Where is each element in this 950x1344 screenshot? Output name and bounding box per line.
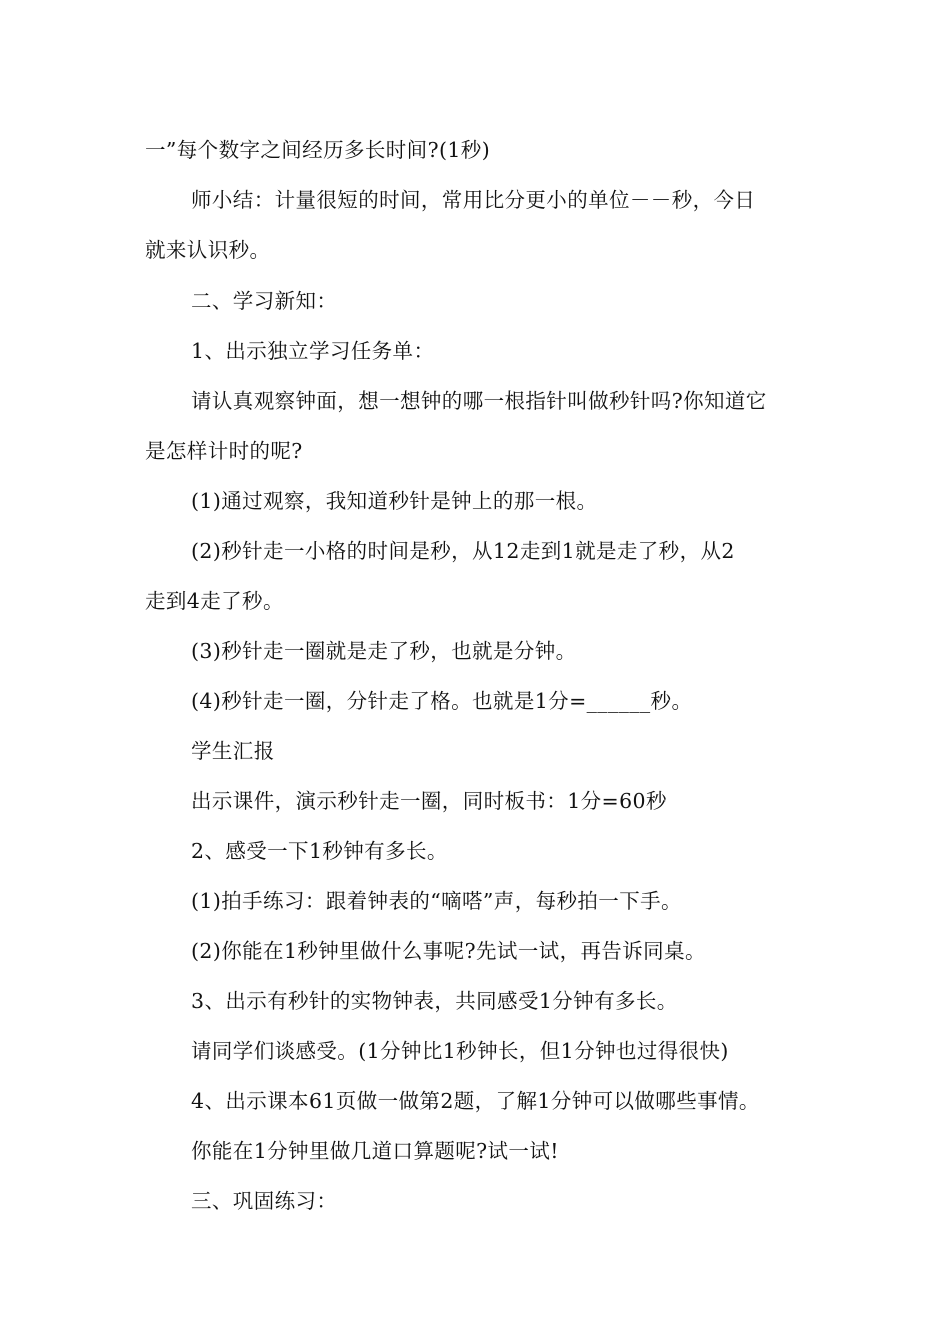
text-line: 你能在1分钟里做几道口算题呢?试一试! xyxy=(191,1139,559,1163)
text-line: 走到4走了秒。 xyxy=(145,589,284,613)
text-line: 师小结：计量很短的时间，常用比分更小的单位－－秒，今日 xyxy=(191,188,756,212)
text-line: 3、出示有秒针的实物钟表，共同感受1分钟有多长。 xyxy=(191,989,678,1013)
text-line: 请认真观察钟面，想一想钟的哪一根指针叫做秒针吗?你知道它 xyxy=(191,389,767,413)
text-line: 一”每个数字之间经历多长时间?(1秒) xyxy=(145,138,491,162)
text-line: (1)拍手练习：跟着钟表的“嘀嗒”声，每秒拍一下手。 xyxy=(191,889,682,913)
text-line: (2)你能在1秒钟里做什么事呢?先试一试，再告诉同桌。 xyxy=(191,939,706,963)
text-line: 4、出示课本61页做一做第2题，了解1分钟可以做哪些事情。 xyxy=(191,1089,760,1113)
text-line: 就来认识秒。 xyxy=(145,238,271,262)
text-line: 学生汇报 xyxy=(191,739,275,763)
section-heading: 二、学习新知： xyxy=(191,289,338,313)
text-line: (4)秒针走一圈，分针走了格。也就是1分=______秒。 xyxy=(191,689,693,713)
text-line: 1、出示独立学习任务单： xyxy=(191,339,435,363)
text-line: (1)通过观察，我知道秒针是钟上的那一根。 xyxy=(191,489,598,513)
text-line: (2)秒针走一小格的时间是秒，从12走到1就是走了秒，从2 xyxy=(191,539,735,563)
section-heading: 三、巩固练习： xyxy=(191,1189,338,1213)
text-line: 是怎样计时的呢? xyxy=(145,439,303,463)
text-line: 2、感受一下1秒钟有多长。 xyxy=(191,839,448,863)
text-line: 请同学们谈感受。(1分钟比1秒钟长，但1分钟也过得很快) xyxy=(191,1039,729,1063)
text-line: 出示课件，演示秒针走一圈，同时板书：1分=60秒 xyxy=(191,789,667,813)
text-line: (3)秒针走一圈就是走了秒，也就是分钟。 xyxy=(191,639,577,663)
